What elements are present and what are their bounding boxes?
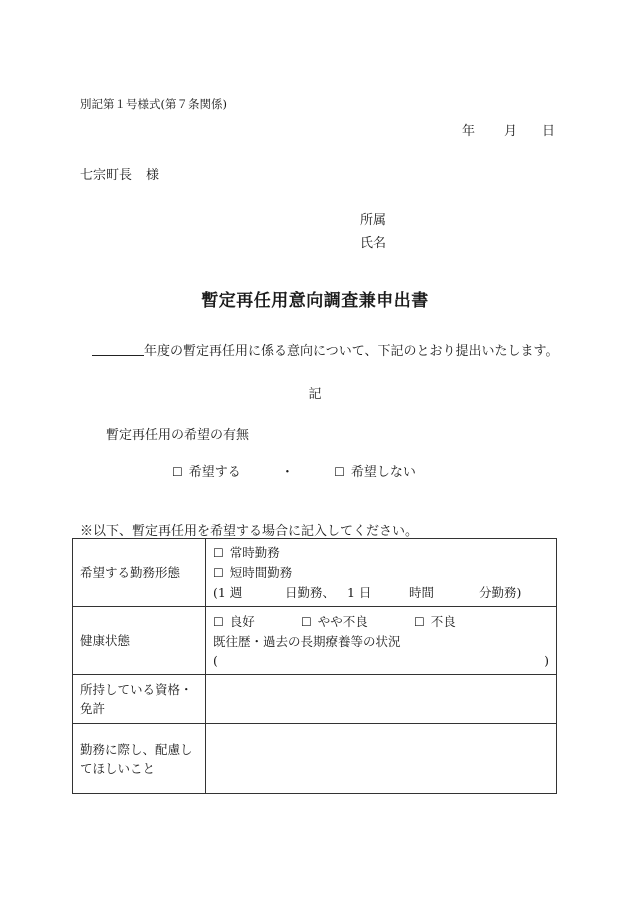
question-label: 暫定再任用の希望の有無 (106, 428, 250, 443)
ki-heading: 記 (308, 387, 322, 402)
qualifications-label-line2: 免許 (80, 701, 106, 716)
health-label: 健康状態 (73, 607, 206, 675)
health-somewhat-poor-label: やや不良 (317, 613, 368, 629)
form-reference: 別記第１号様式(第７条関係) (80, 97, 227, 111)
date-year-label: 年 (462, 124, 476, 139)
medical-history-label: 既往歴・過去の長期療養等の状況 (213, 633, 401, 649)
health-good-label: 良好 (229, 613, 255, 629)
document-title: 暫定再任用意向調査兼申出書 (201, 291, 429, 311)
fiscal-year-blank[interactable] (92, 343, 144, 356)
name-label: 氏名 (360, 236, 387, 251)
table-row (73, 607, 557, 675)
checkbox-health-poor[interactable]: ☐ (414, 614, 425, 629)
checkbox-full-time[interactable]: ☐ (213, 546, 224, 560)
qualifications-field[interactable] (206, 675, 557, 724)
considerations-label-line2: てほしいこと (80, 760, 156, 776)
checkbox-health-good[interactable]: ☐ (213, 614, 224, 629)
work-schedule-detail (213, 583, 549, 602)
qualifications-label-line1: 所持している資格・ (80, 682, 193, 697)
work-type-label: 希望する勤務形態 (73, 539, 206, 607)
work-type-cell (206, 539, 557, 607)
paren-close: ) (544, 652, 549, 668)
detail-week: (1 週 (213, 585, 243, 600)
date-month-label: 月 (504, 124, 518, 139)
checkbox-health-somewhat-poor[interactable]: ☐ (301, 614, 312, 629)
health-cell (206, 607, 557, 675)
health-options (213, 612, 549, 632)
table-row (73, 724, 557, 794)
checkbox-short-time[interactable]: ☐ (213, 566, 224, 580)
qualifications-label (73, 675, 206, 724)
detail-minutes: 分勤務) (479, 585, 522, 600)
date-day-label: 日 (542, 124, 556, 139)
application-table (72, 538, 557, 794)
table-row (73, 539, 557, 607)
affiliation-label: 所属 (360, 213, 387, 228)
checkbox-wish-no[interactable]: ☐ (334, 465, 345, 479)
addressee (80, 164, 159, 183)
considerations-label (73, 724, 206, 794)
option-full-time-label: 常時勤務 (229, 545, 280, 560)
choice-yes-label: 希望する (188, 465, 241, 480)
detail-one-day: 1 日 (347, 585, 372, 600)
addressee-name: 七宗町長 (80, 168, 133, 183)
choice-separator: ・ (280, 465, 294, 480)
addressee-suffix: 様 (146, 168, 160, 183)
table-row (73, 675, 557, 724)
paren-open: ( (213, 652, 218, 668)
intro-text: 年度の暫定再任用に係る意向について、下記のとおり提出いたします。 (144, 344, 559, 359)
considerations-label-line1: 勤務に際し、配慮し (80, 741, 193, 757)
option-full-time (213, 543, 549, 563)
considerations-field[interactable] (206, 724, 557, 794)
reappointment-choice (172, 461, 416, 480)
date-field (462, 120, 555, 139)
detail-hours: 時間 (409, 585, 435, 600)
option-short-time-label: 短時間勤務 (229, 565, 293, 580)
health-poor-label: 不良 (430, 613, 456, 629)
checkbox-wish-yes[interactable]: ☐ (172, 465, 183, 479)
option-short-time (213, 563, 549, 583)
intro-statement (92, 340, 558, 359)
instruction-note: ※以下、暫定再任用を希望する場合に記入してください。 (80, 524, 419, 539)
choice-no-label: 希望しない (350, 465, 416, 480)
detail-days: 日勤務、 (285, 585, 336, 600)
medical-history-field[interactable] (213, 651, 549, 670)
